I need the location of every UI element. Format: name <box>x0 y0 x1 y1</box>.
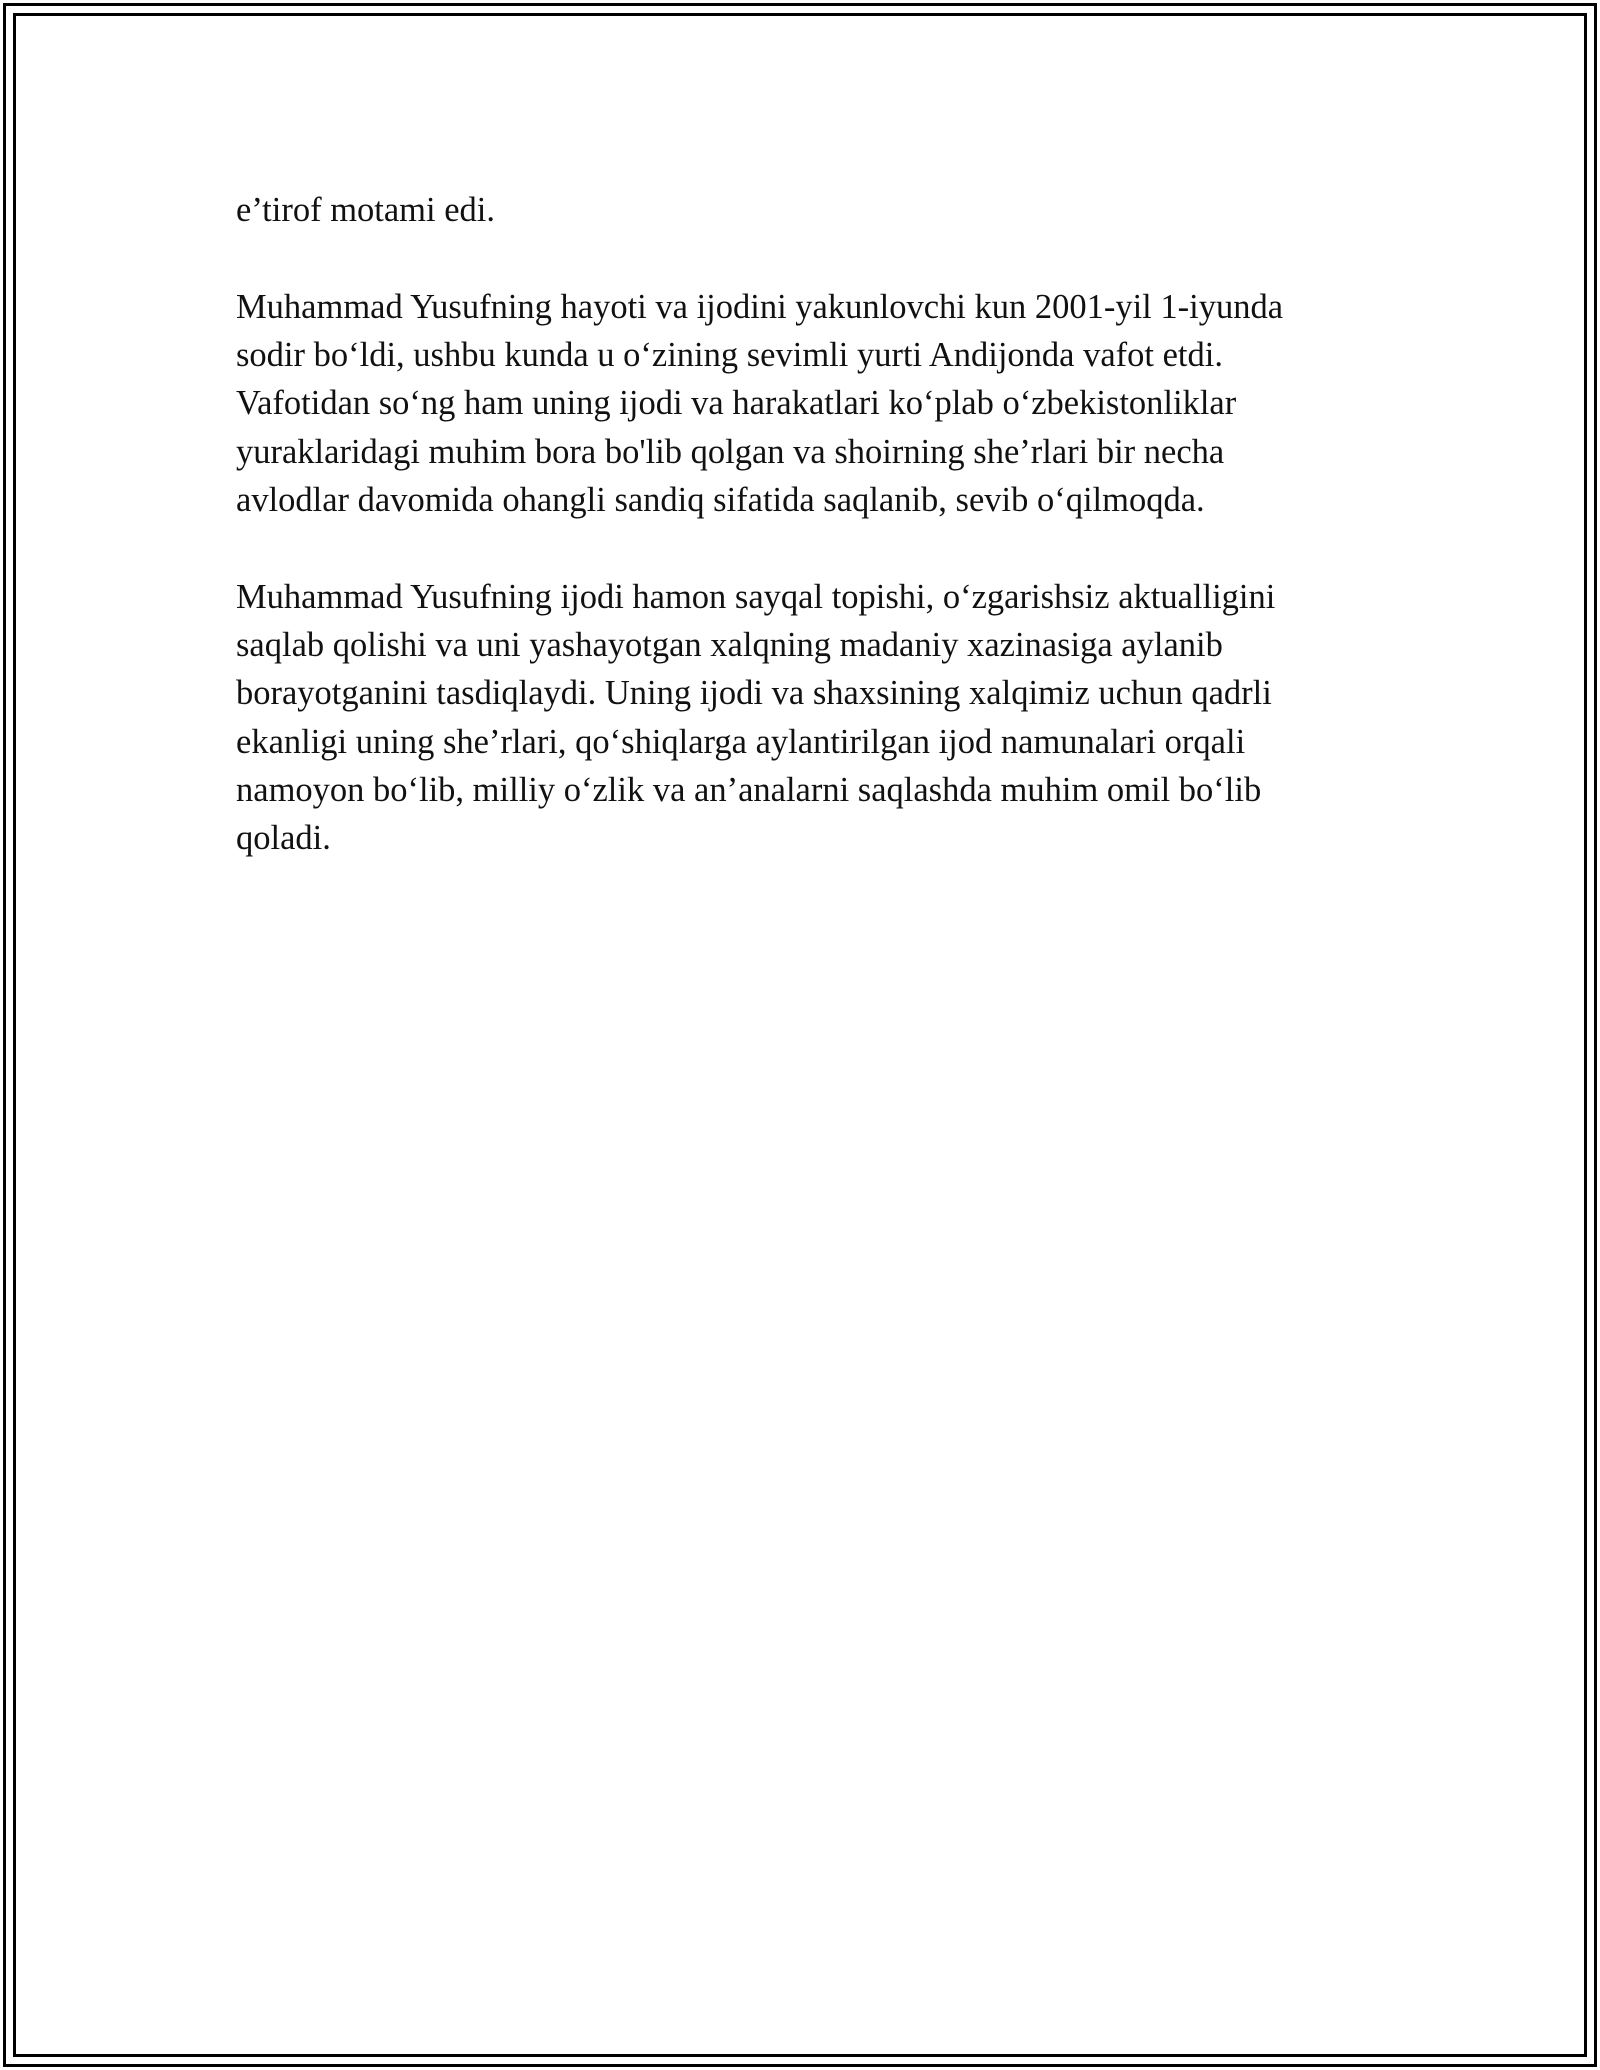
document-body <box>236 186 1366 911</box>
paragraph-1: e’tirof motami edi. <box>236 191 496 229</box>
paragraph-2: Muhammad Yusufning hayoti va ijodini yakunlovchi kun 2001-yil 1-iyunda sodir bo‘ldi, ushbu kunda u o‘zining sevimli yurti Andijonda vafot etdi. Vafotidan so‘ng ham uning ijodi va harakatlari ko‘plab o‘zbekistonliklar yuraklaridagi muhim bora bo'lib qolgan va shoirning she’rlari bir necha avlodlar davomida ohangli sandiq sifatida saqlanib, sevib o‘qilmoqda. <box>236 287 1284 519</box>
paragraph-3: Muhammad Yusufning ijodi hamon sayqal topishi, o‘zgarishsiz aktualligini saqlab qolishi va uni yashayotgan xalqning madaniy xazinasiga aylanib borayotganini tasdiqlaydi. Uning ijodi va shaxsining xalqimiz uchun qadrli ekanligi uning she’rlari, qo‘shiqlarga aylantirilgan ijod namunalari orqali namoyon bo‘lib, milliy o‘zlik va an’analarni saqlashda muhim omil bo‘lib qoladi. <box>236 577 1276 858</box>
